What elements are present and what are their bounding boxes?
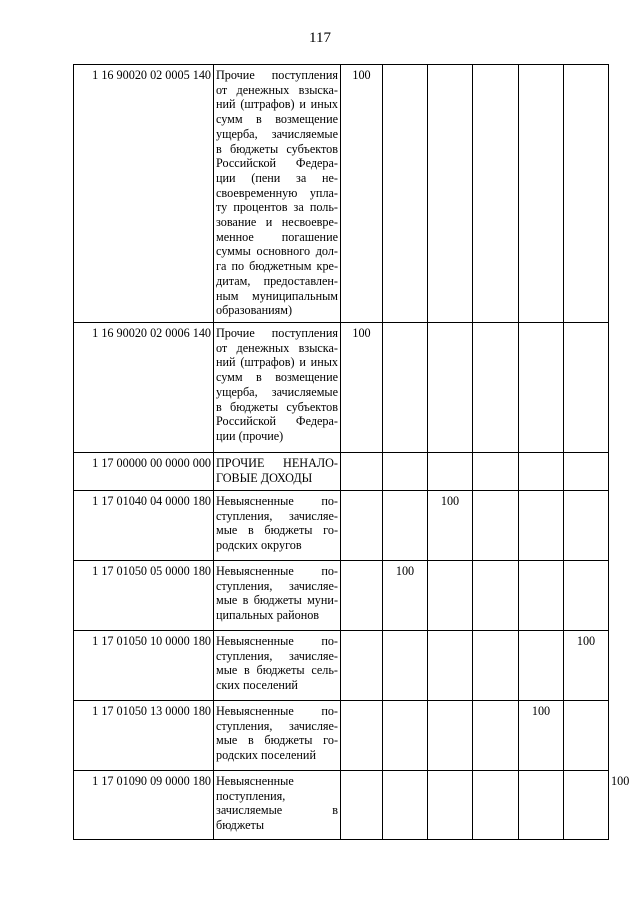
budget-code-cell: 1 17 01050 13 0000 180 (74, 701, 214, 771)
budget-classification-table (73, 64, 630, 840)
description-line: Невыясненные по- (216, 494, 338, 508)
value-cell (519, 561, 564, 631)
value-cell (519, 631, 564, 701)
value-cell (473, 453, 519, 491)
value-cell (519, 323, 564, 453)
value-cell (519, 453, 564, 491)
value-cell (564, 491, 609, 561)
description-line: ципальных районов (216, 608, 320, 623)
table-row (74, 631, 609, 701)
description-line: Российской Федера- (216, 414, 338, 429)
value-cell (428, 561, 473, 631)
value-cell (564, 323, 609, 453)
value-cell (473, 65, 519, 323)
value-cell (564, 453, 609, 491)
description-line: сумм в возмещение (216, 112, 338, 127)
description-line: менное погашение (216, 229, 338, 244)
description-line: ских поселений (216, 678, 298, 693)
description-line: ГОВЫЕ ДОХОДЫ (216, 470, 313, 485)
value-cell (341, 631, 383, 701)
value-cell (519, 491, 564, 561)
value-cell (383, 323, 428, 453)
description-cell (214, 65, 341, 323)
description-cell (214, 701, 341, 771)
description-line: родских поселений (216, 748, 316, 763)
description-line: поступления, (216, 788, 286, 803)
description-line: ту процентов за поль- (216, 200, 338, 215)
description-line: образованиям) (216, 303, 293, 318)
value-cell (473, 561, 519, 631)
value-cell: 100 (383, 561, 428, 631)
description-line: в бюджеты субъектов (216, 399, 338, 414)
value-cell: 100 (341, 323, 383, 453)
value-cell (473, 631, 519, 701)
description-line: ступления, зачисляе- (216, 718, 338, 733)
value-cell (564, 701, 609, 771)
table-row: 1 17 01090 09 0000 180 Невыясненные поступления, зачисляемые в бюджеты 100 (74, 771, 609, 840)
budget-code-cell: 1 16 90020 02 0005 140 (74, 65, 214, 323)
table-row (74, 323, 609, 453)
description-line: от денежных взыска- (216, 340, 338, 355)
description-line: Невыясненные по- (216, 704, 338, 718)
value-cell (341, 561, 383, 631)
description-line: ступления, зачисляе- (216, 508, 338, 523)
value-cell (383, 453, 428, 491)
description-line: га по бюджетным кре- (216, 259, 338, 274)
description-line: суммы основного дол- (216, 244, 338, 259)
value-cell (564, 771, 609, 840)
value-cell (473, 491, 519, 561)
value-cell (428, 65, 473, 323)
value-cell: 100 (519, 701, 564, 771)
description-line: Невыясненные по- (216, 634, 338, 648)
description-line: ступления, зачисляе- (216, 648, 338, 663)
value-cell (564, 65, 609, 323)
description-line: в бюджеты субъектов (216, 141, 338, 156)
description-line: мые в бюджеты муни- (216, 593, 338, 608)
description-cell (214, 491, 341, 561)
description-line: ущерба, зачисляемые (216, 384, 338, 399)
description-line: своевременную упла- (216, 185, 338, 200)
value-cell (341, 453, 383, 491)
description-line: зование и несвоевре- (216, 215, 338, 230)
table-row (74, 701, 609, 771)
description-cell (214, 561, 341, 631)
description-line: мые в бюджеты сель- (216, 663, 338, 678)
budget-code-cell: 1 17 01050 10 0000 180 (74, 631, 214, 701)
description-line: ПРОЧИЕ НЕНАЛО- (216, 456, 338, 470)
description-line: ции (прочие) (216, 428, 284, 443)
description-line: дитам, предоставлен- (216, 273, 338, 288)
value-cell: 100 (341, 65, 383, 323)
description-line: родских округов (216, 538, 302, 553)
budget-code-cell: 1 17 01050 05 0000 180 (74, 561, 214, 631)
value-cell (383, 491, 428, 561)
description-line: ным муниципальным (216, 288, 338, 303)
description-cell (214, 631, 341, 701)
description-line: ступления, зачисляе- (216, 578, 338, 593)
description-line: зачисляемые в (216, 803, 338, 818)
table-row (74, 491, 609, 561)
value-cell (383, 771, 428, 840)
description-line: сумм в возмещение (216, 370, 338, 385)
description-line: ции (пени за не- (216, 170, 338, 185)
description-line: от денежных взыска- (216, 82, 338, 97)
description-line: Невыясненные по- (216, 564, 338, 578)
value-cell: 100 (428, 491, 473, 561)
value-cell (341, 701, 383, 771)
value-cell (383, 701, 428, 771)
value-cell (519, 65, 564, 323)
value-cell (383, 631, 428, 701)
budget-code-cell: 1 16 90020 02 0006 140 (74, 323, 214, 453)
description-line: мые в бюджеты го- (216, 733, 338, 748)
value-cell (519, 771, 564, 840)
value-cell (473, 323, 519, 453)
description-line: ущерба, зачисляемые (216, 126, 338, 141)
description-line: ний (штрафов) и иных (216, 97, 338, 112)
value-cell (564, 561, 609, 631)
value-cell (428, 453, 473, 491)
table-row (74, 65, 609, 323)
value-cell: 100 (564, 631, 609, 701)
value-cell (428, 631, 473, 701)
description-line: мые в бюджеты го- (216, 523, 338, 538)
value-cell (428, 701, 473, 771)
description-cell (214, 323, 341, 453)
budget-code-cell: 1 17 00000 00 0000 000 (74, 453, 214, 491)
budget-code-cell: 1 17 01040 04 0000 180 (74, 491, 214, 561)
value-cell (428, 771, 473, 840)
description-cell (214, 771, 341, 840)
description-cell (214, 453, 341, 491)
table-row (74, 453, 609, 491)
table-body (74, 65, 630, 840)
description-line: ний (штрафов) и иных (216, 355, 338, 370)
value-cell (341, 771, 383, 840)
description-line: Прочие поступления (216, 326, 338, 340)
value-cell (473, 771, 519, 840)
page-number: 117 (309, 30, 331, 46)
value-cell (473, 701, 519, 771)
table-row (74, 561, 609, 631)
description-line: Невыясненные (216, 774, 294, 788)
value-cell (341, 491, 383, 561)
budget-code-cell: 1 17 01090 09 0000 180 (74, 771, 214, 840)
description-line: Прочие поступления (216, 68, 338, 82)
value-cell (383, 65, 428, 323)
value-cell (428, 323, 473, 453)
description-line: Российской Федера- (216, 156, 338, 171)
description-line: бюджеты (216, 818, 265, 833)
